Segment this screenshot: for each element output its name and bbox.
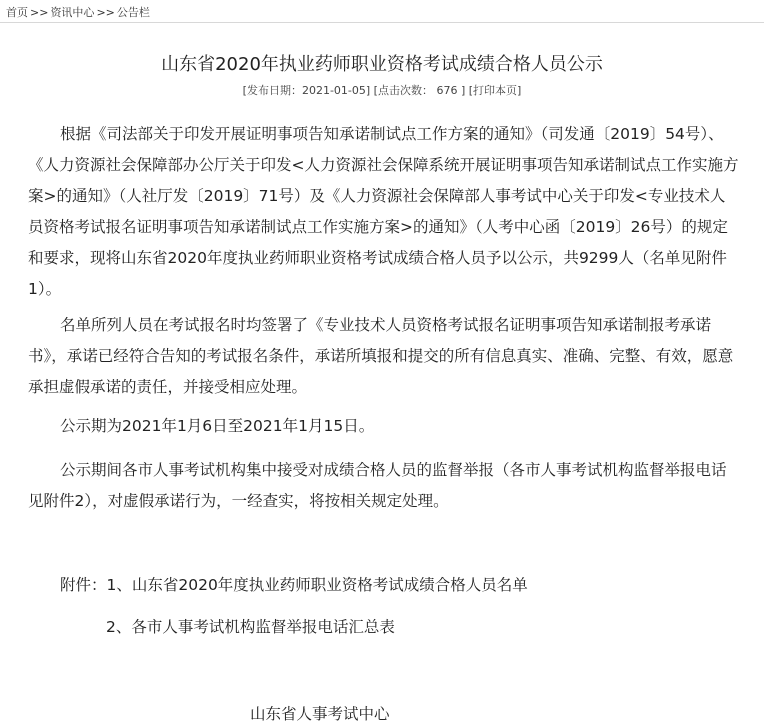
article-meta <box>0 82 764 98</box>
attachment-1: 附件：1、山东省2020年度执业药师职业资格考试成绩合格人员名单 <box>60 576 528 594</box>
body-paragraph: 根据《司法部关于印发开展证明事项告知承诺制试点工作方案的通知》（司发通〔2019〕54号）、《人力资源社会保障部办公厅关于印发<人力资源社会保障系统开展证明事项告知承诺制试点工作实施方案>的通知》（人社厅发〔2019〕71号）及《人力资源社会保障部人事考试中心关于印发<专业技术人员资格考试报名证明事项告知承诺制试点工作实施方案>的通知》（人考中心函〔2019〕26号）的规定和要求，现将山东省2020年度执业药师职业资格考试成绩合格人员予以公示，共9299人（名单见附件1）。 <box>28 125 739 298</box>
body-paragraph: 名单所列人员在考试报名时均签署了《专业技术人员资格考试报名证明事项告知承诺制报考承诺书》，承诺已经符合告知的考试报名条件，承诺所填报和提交的所有信息真实、准确、完整、有效，愿意承担虚假承诺的责任，并接受相应处理。 <box>28 316 734 396</box>
body-paragraph: 公示期间各市人事考试机构集中接受对成绩合格人员的监督举报（各市人事考试机构监督举报电话见附件2），对虚假承诺行为，一经查实，将按相关规定处理。 <box>28 461 727 510</box>
issuer-signature: 山东省人事考试中心 <box>250 705 390 723</box>
breadcrumb-news-center-link[interactable]: 资讯中心 <box>50 6 95 19</box>
breadcrumb-separator: >> <box>30 6 49 19</box>
body-paragraph: 公示期为2021年1月6日至2021年1月15日。 <box>60 417 375 435</box>
breadcrumb-divider <box>0 22 764 23</box>
breadcrumb <box>6 4 150 20</box>
print-page-link[interactable]: [打印本页] <box>468 84 522 97</box>
breadcrumb-bulletin-link[interactable]: 公告栏 <box>116 6 150 19</box>
publish-date: [发布日期：2021-01-05] <box>242 84 371 97</box>
attachment-2: 2、各市人事考试机构监督举报电话汇总表 <box>106 618 395 636</box>
page-title: 山东省2020年执业药师职业资格考试成绩合格人员公示 <box>161 54 603 75</box>
breadcrumb-separator: >> <box>96 6 115 19</box>
click-count: [点击次数： 676 ] <box>373 84 466 97</box>
breadcrumb-home-link[interactable]: 首页 <box>6 6 28 19</box>
